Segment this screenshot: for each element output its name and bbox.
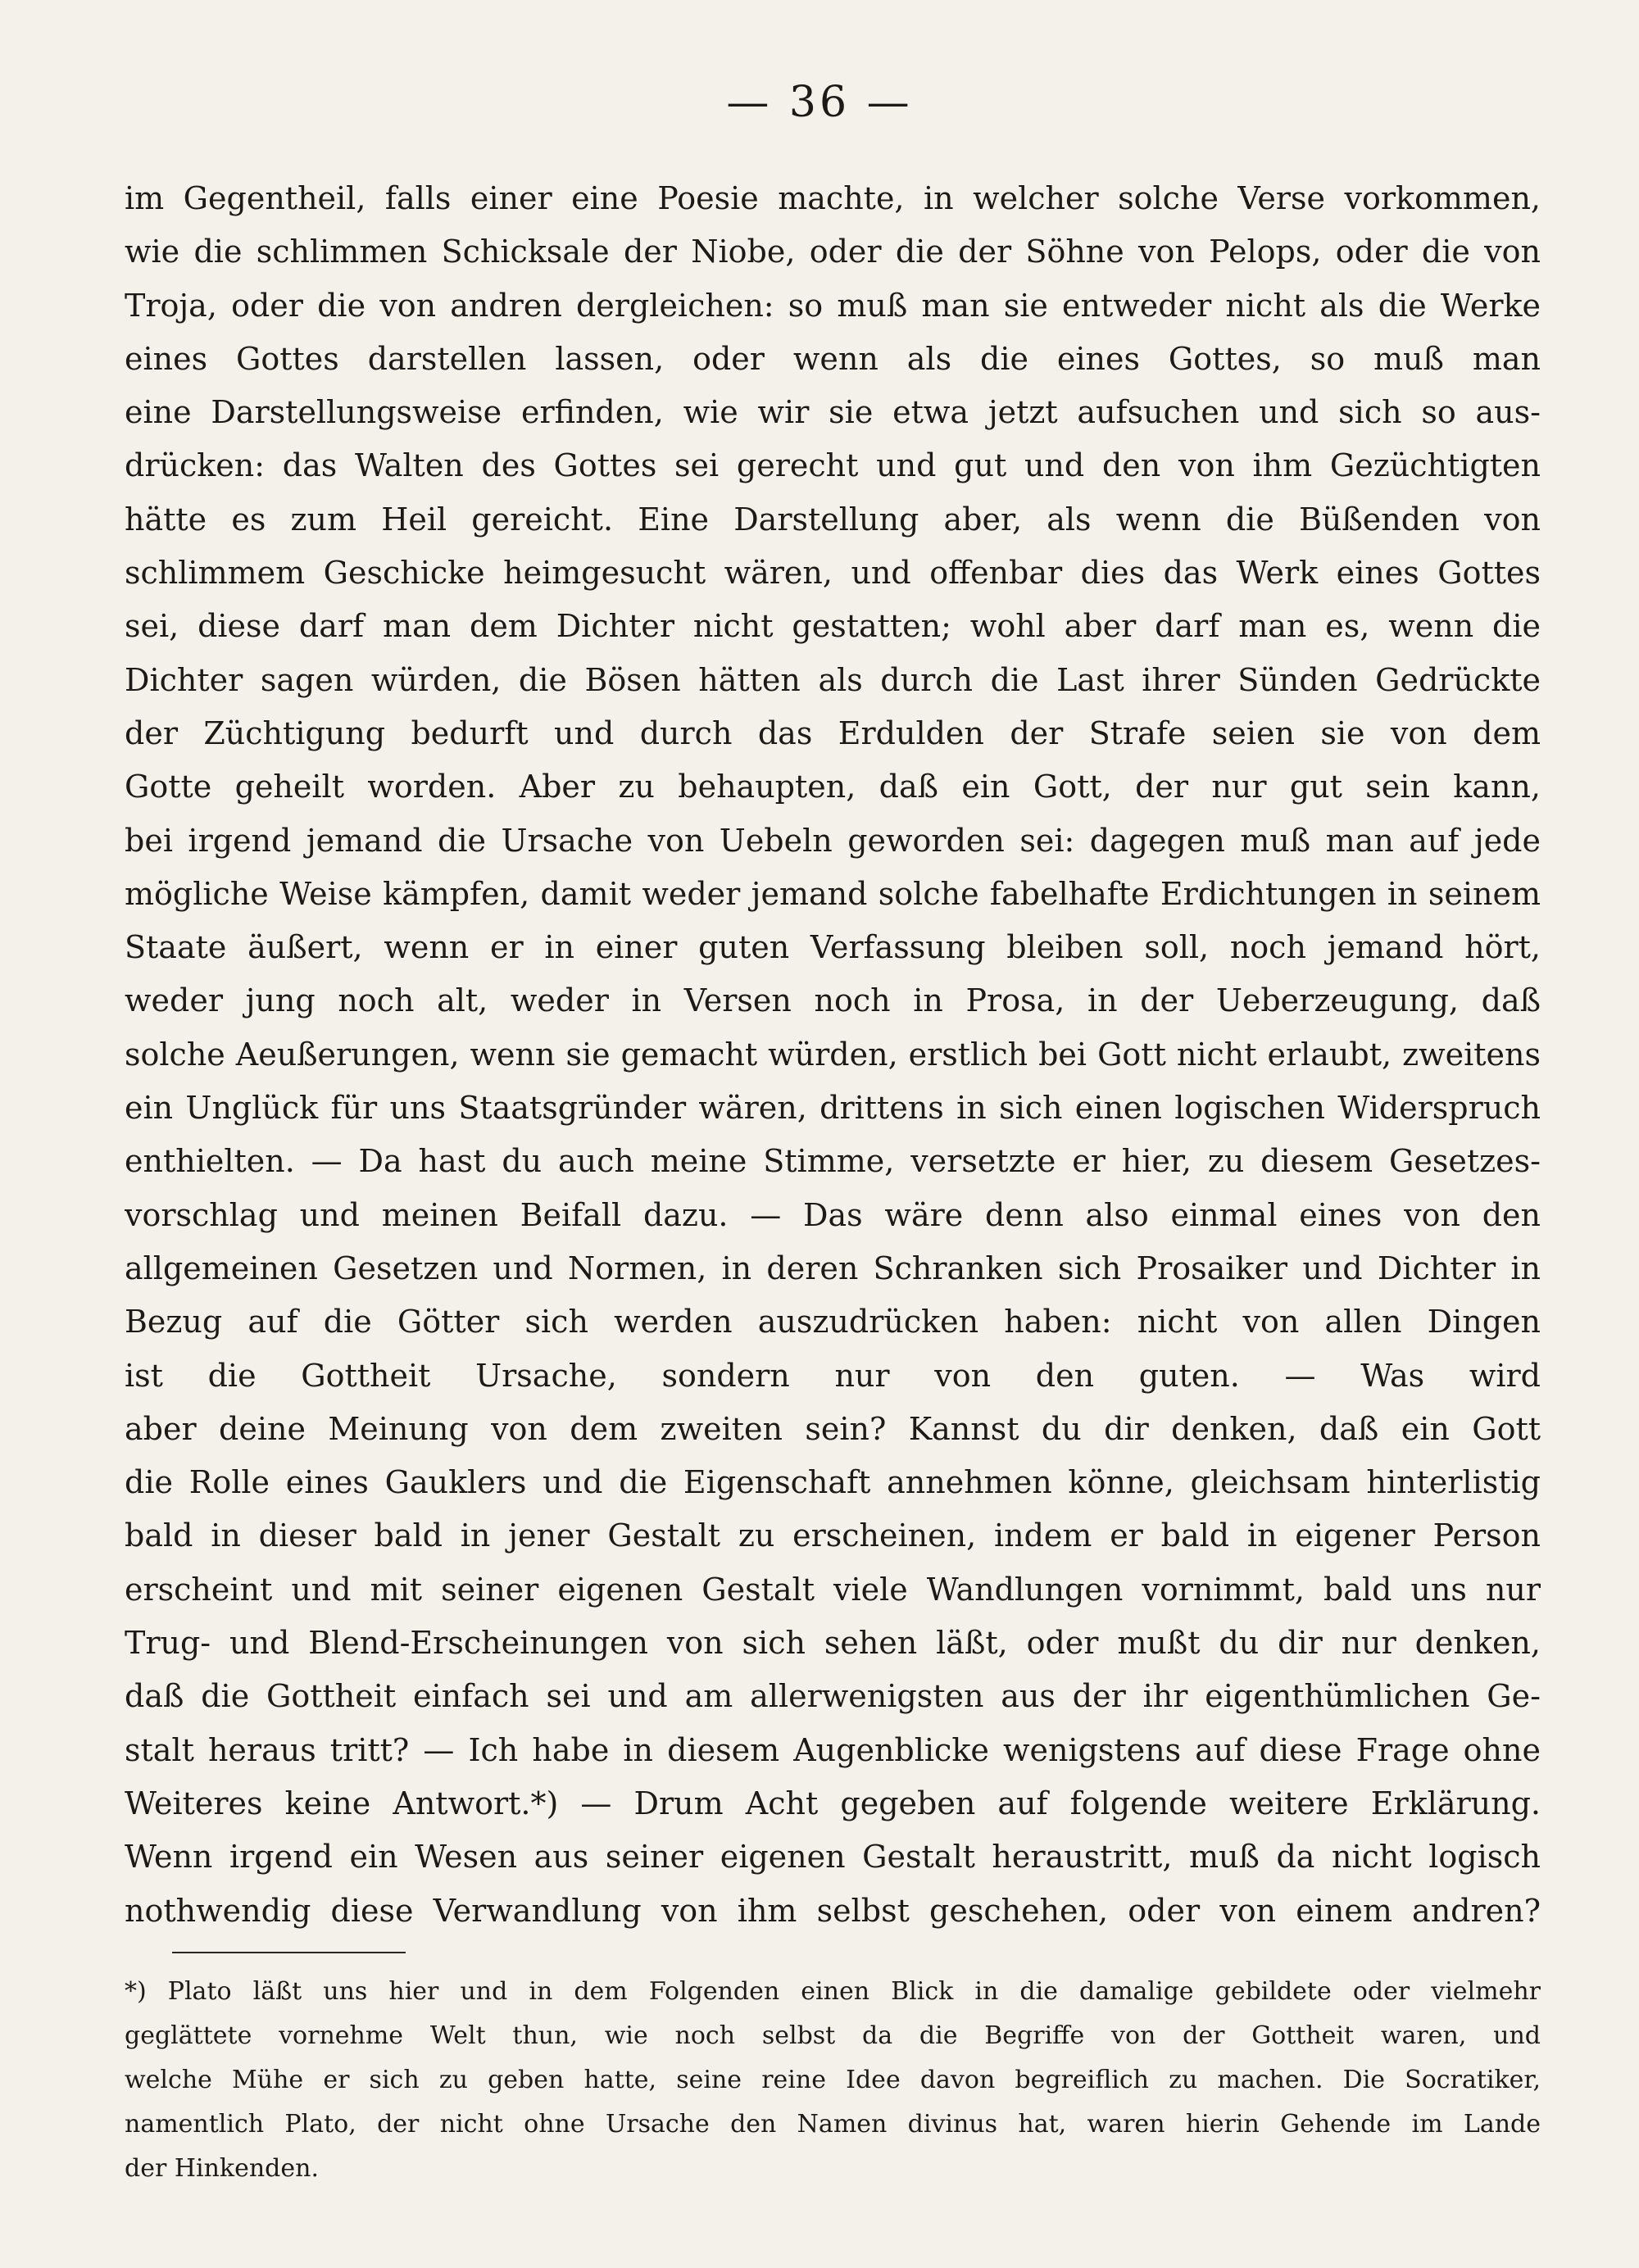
footnote-line: welche Mühe er sich zu geben hatte, seine reine Idee davon begreiflich zu machen. Die Socratiker, <box>125 2066 1541 2094</box>
footnote-line: geglättete vornehme Welt thun, wie noch selbst da die Begriffe von der Gottheit waren, und <box>125 2021 1541 2050</box>
text-line: vorschlag und meinen Beifall dazu. — Das wäre denn also einmal eines von den <box>125 1196 1541 1233</box>
footnote-line: namentlich Plato, der nicht ohne Ursache den Namen divinus hat, waren hierin Gehende im Lande <box>125 2110 1541 2139</box>
text-line: eines Gottes darstellen lassen, oder wenn als die eines Gottes, so muß man <box>125 340 1541 377</box>
text-line: hätte es zum Heil gereicht. Eine Darstellung aber, als wenn die Büßenden von <box>125 501 1541 538</box>
footnote-line: der Hinkenden. <box>125 2154 319 2183</box>
text-line: Dichter sagen würden, die Bösen hätten als durch die Last ihrer Sünden Gedrückte <box>125 661 1541 698</box>
text-line: ein Unglück für uns Staatsgründer wären, drittens in sich einen logischen Widerspruch <box>125 1090 1541 1127</box>
text-line: Trug- und Blend-Erscheinungen von sich sehen läßt, oder mußt du dir nur denken, <box>125 1625 1541 1662</box>
text-line: weder jung noch alt, weder in Versen noch in Prosa, in der Ueberzeugung, daß <box>125 982 1541 1019</box>
text-line: erscheint und mit seiner eigenen Gestalt viele Wandlungen vornimmt, bald uns nur <box>125 1571 1541 1608</box>
footnote <box>125 1970 1541 2191</box>
text-line: wie die schlimmen Schicksale der Niobe, oder die der Söhne von Pelops, oder die von <box>125 234 1541 270</box>
text-line: Wenn irgend ein Wesen aus seiner eigenen Gestalt heraustritt, muß da nicht logisch <box>125 1839 1541 1876</box>
text-line: schlimmem Geschicke heimgesucht wären, und offenbar dies das Werk eines Gottes <box>125 555 1541 592</box>
text-line: Staate äußert, wenn er in einer guten Verfassung bleiben soll, noch jemand hört, <box>125 929 1541 966</box>
text-line: die Rolle eines Gauklers und die Eigenschaft annehmen könne, gleichsam hinterlistig <box>125 1464 1541 1501</box>
text-line: solche Aeußerungen, wenn sie gemacht würden, erstlich bei Gott nicht erlaubt, zweitens <box>125 1036 1541 1073</box>
text-line: Gotte geheilt worden. Aber zu behaupten, daß ein Gott, der nur gut sein kann, <box>125 769 1541 805</box>
text-line: ist die Gottheit Ursache, sondern nur von den guten. — Was wird <box>125 1357 1541 1394</box>
page-number: — 36 — <box>726 78 913 127</box>
text-line: nothwendig diese Verwandlung von ihm selbst geschehen, oder von einem andren? <box>125 1892 1541 1929</box>
text-line: drücken: das Walten des Gottes sei gerecht und gut und den von ihm Gezüchtigten <box>125 447 1541 484</box>
text-line: stalt heraus tritt? — Ich habe in diesem Augenblicke wenigstens auf diese Frage ohne <box>125 1731 1541 1768</box>
text-line: bald in dieser bald in jener Gestalt zu erscheinen, indem er bald in eigener Person <box>125 1517 1541 1554</box>
text-line: allgemeinen Gesetzen und Normen, in deren Schranken sich Prosaiker und Dichter in <box>125 1250 1541 1286</box>
text-line: mögliche Weise kämpfen, damit weder jemand solche fabelhafte Erdichtungen in seinem <box>125 875 1541 912</box>
text-line: aber deine Meinung von dem zweiten sein? Kannst du dir denken, daß ein Gott <box>125 1410 1541 1447</box>
body-text <box>125 172 1541 1938</box>
text-line: eine Darstellungsweise erfinden, wie wir sie etwa jetzt aufsuchen und sich so aus- <box>125 394 1541 431</box>
text-line: sei, diese darf man dem Dichter nicht gestatten; wohl aber darf man es, wenn die <box>125 608 1541 645</box>
text-line: im Gegentheil, falls einer eine Poesie machte, in welcher solche Verse vorkommen, <box>125 180 1541 216</box>
text-line: enthielten. — Da hast du auch meine Stimme, versetzte er hier, zu diesem Gesetzes- <box>125 1143 1541 1180</box>
footnote-divider <box>172 1952 406 1953</box>
text-line: Troja, oder die von andren dergleichen: so muß man sie entweder nicht als die Werke <box>125 287 1541 324</box>
text-line: daß die Gottheit einfach sei und am allerwenigsten aus der ihr eigenthümlichen Ge- <box>125 1678 1541 1715</box>
text-line: bei irgend jemand die Ursache von Uebeln geworden sei: dagegen muß man auf jede <box>125 822 1541 859</box>
text-line: Bezug auf die Götter sich werden auszudrücken haben: nicht von allen Dingen <box>125 1304 1541 1340</box>
text-line: der Züchtigung bedurft und durch das Erdulden der Strafe seien sie von dem <box>125 714 1541 751</box>
text-line: Weiteres keine Antwort.*) — Drum Acht gegeben auf folgende weitere Erklärung. <box>125 1785 1541 1821</box>
footnote-line: *) Plato läßt uns hier und in dem Folgenden einen Blick in die damalige gebildete oder vielmehr <box>125 1977 1541 2006</box>
